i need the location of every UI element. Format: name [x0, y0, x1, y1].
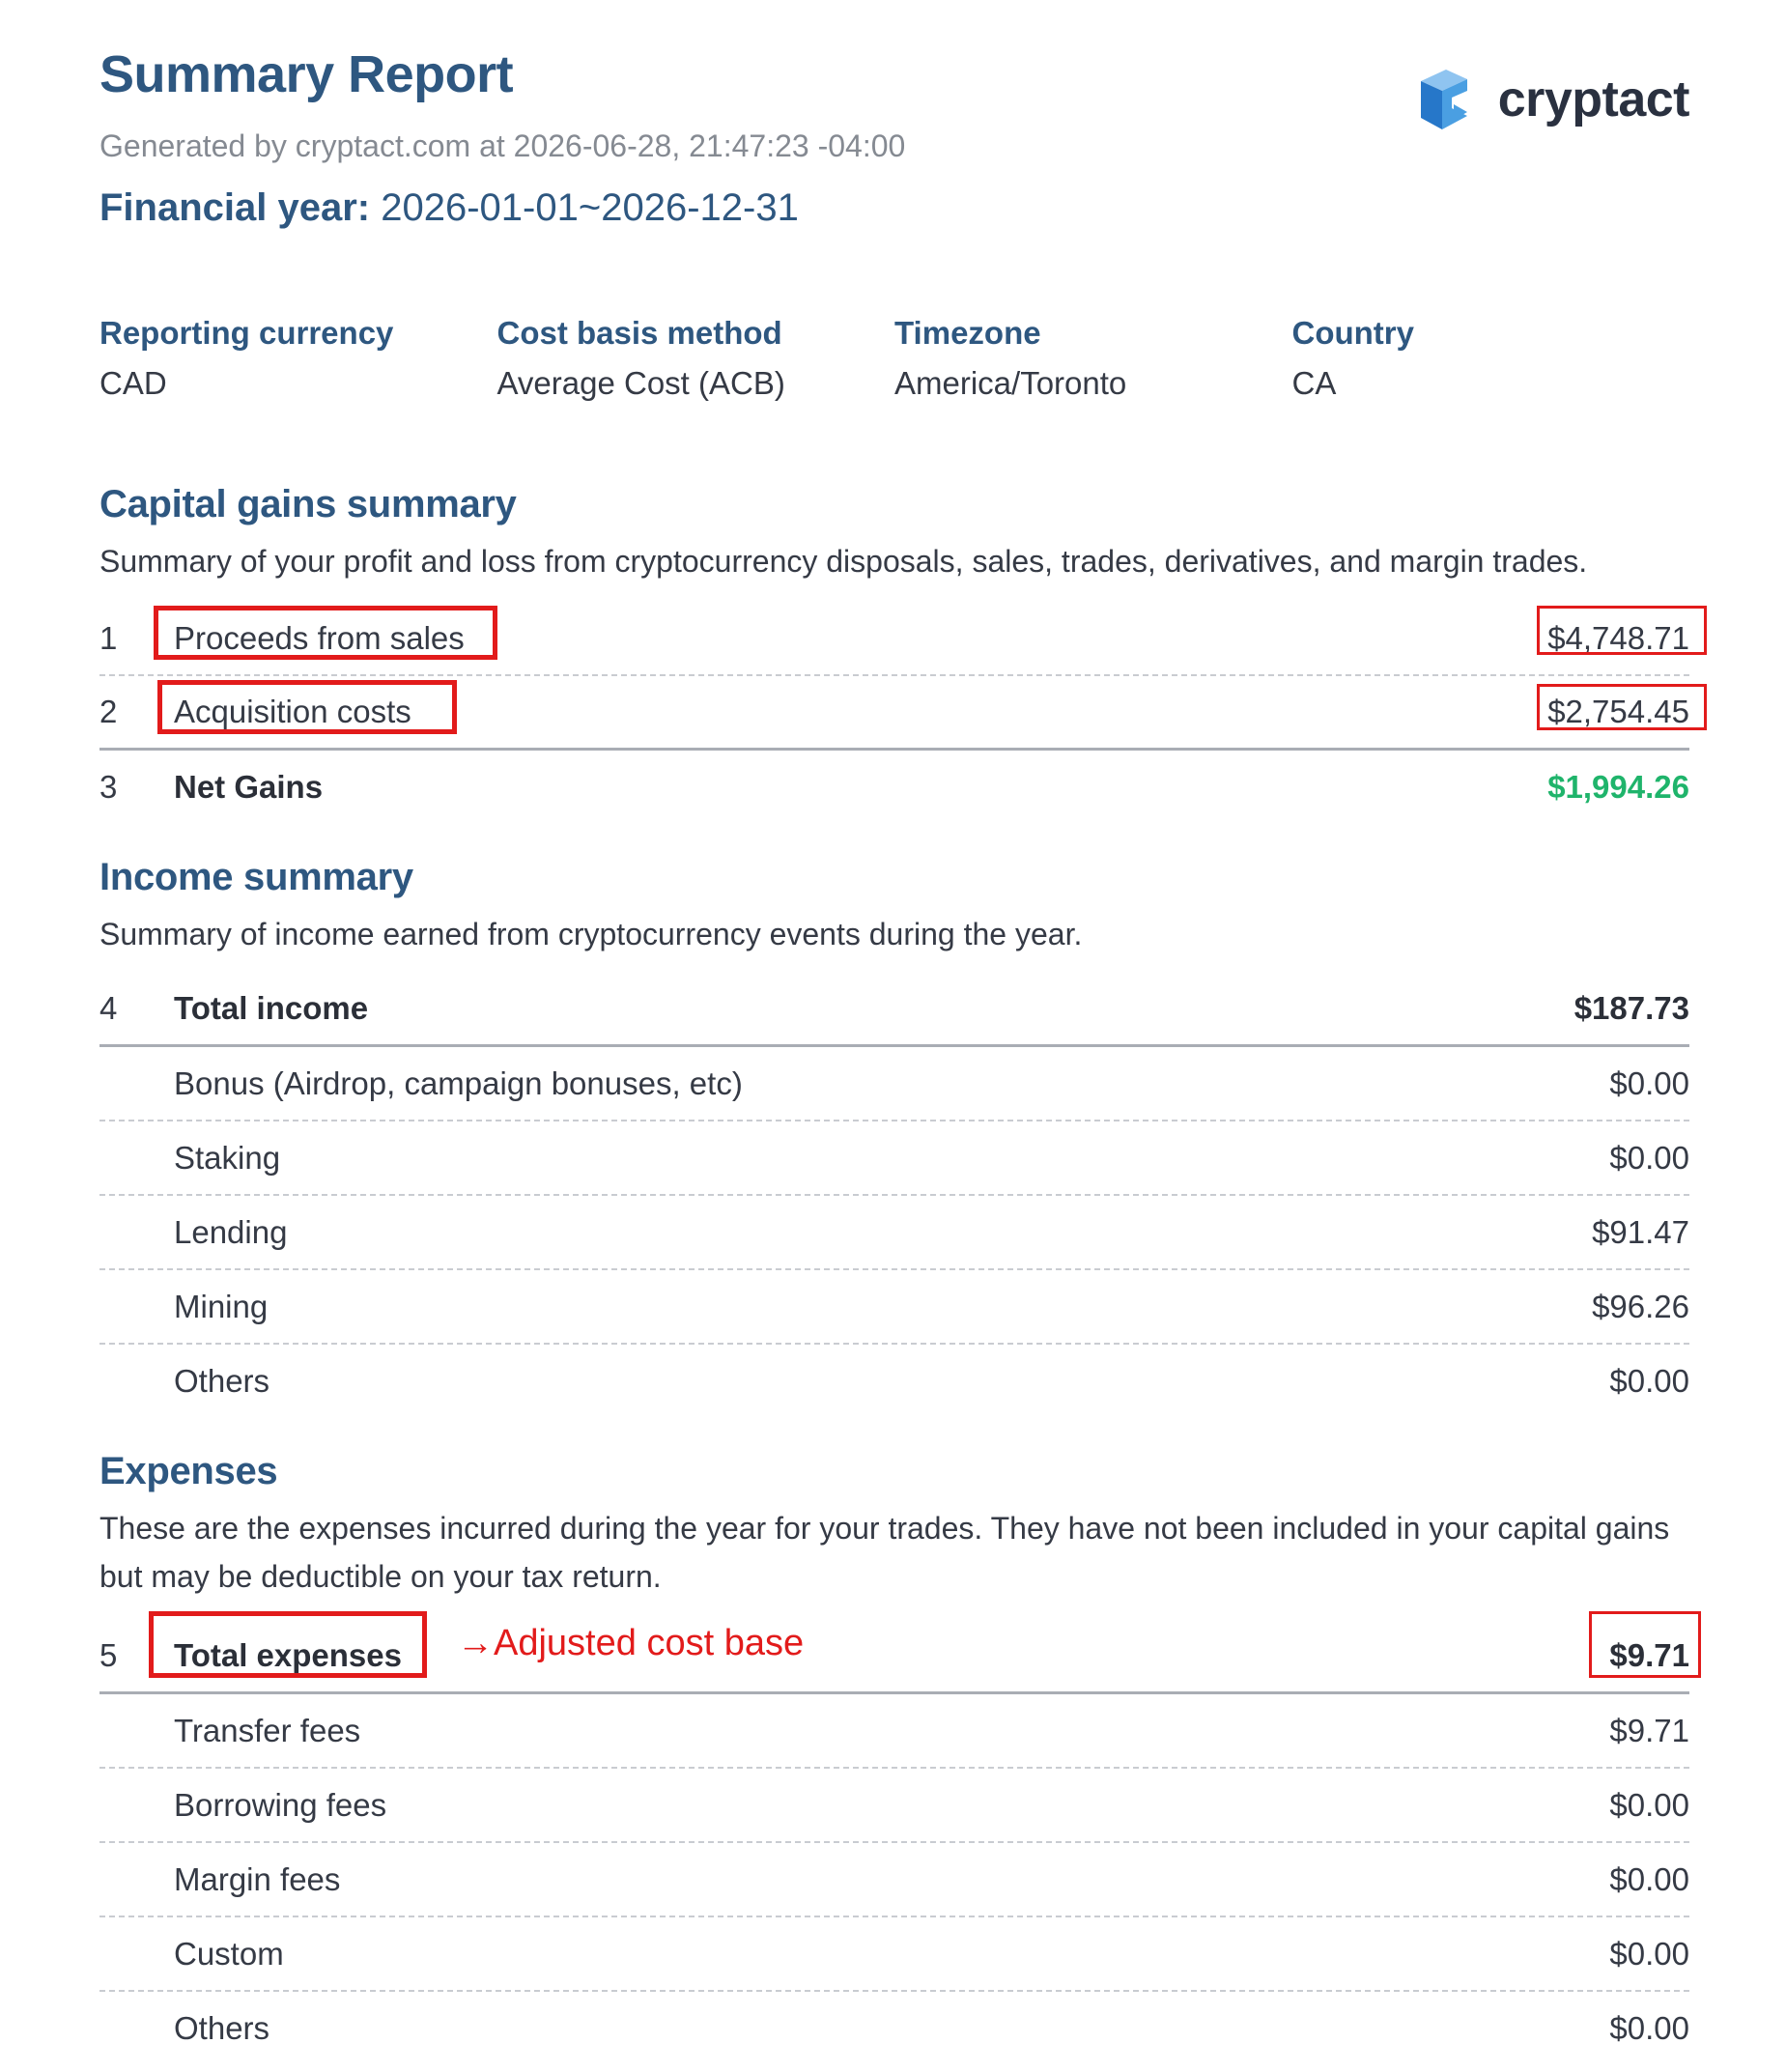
summary-report-page — [99, 0, 1689, 2072]
row-label: Proceeds from sales — [174, 620, 465, 656]
row-label: Borrowing fees — [174, 1787, 387, 1823]
income-item-row — [99, 1121, 1689, 1196]
capital-gains-description: Summary of your profit and loss from cryptocurrency disposals, sales, trades, derivatives, and margin trades. — [99, 544, 1588, 579]
row-number: 5 — [99, 1637, 118, 1673]
row-label: Mining — [174, 1289, 269, 1324]
capital-gains-heading: Capital gains summary — [99, 483, 517, 525]
page-title: Summary Report — [99, 45, 514, 103]
country — [1292, 315, 1690, 402]
meta-label: Timezone — [894, 315, 1041, 351]
highlight-acquisition-label — [157, 680, 457, 734]
row-amount: $0.00 — [1609, 1861, 1689, 1897]
row-amount: $0.00 — [1609, 1065, 1689, 1101]
net-gains-row — [99, 750, 1689, 823]
meta-value: CAD — [99, 365, 167, 401]
highlight-total-expenses-label — [149, 1611, 427, 1678]
row-number: 4 — [99, 990, 118, 1026]
row-label: Margin fees — [174, 1861, 341, 1897]
generated-timestamp: Generated by cryptact.com at 2026-06-28, 21:47:23 -04:00 — [99, 128, 906, 163]
expense-item-row — [99, 1991, 1689, 2064]
financial-year-label: Financial year: — [99, 186, 371, 229]
financial-year-value: 2026-01-01~2026-12-31 — [370, 186, 799, 229]
row-number: 3 — [99, 769, 118, 805]
highlight-proceeds-label — [154, 606, 497, 660]
income-item-row — [99, 1269, 1689, 1345]
cryptact-logo — [1417, 68, 1689, 131]
income-item-row — [99, 1046, 1689, 1121]
row-number: 2 — [99, 694, 118, 729]
meta-value: Average Cost (ACB) — [496, 365, 785, 401]
row-label: Others — [174, 2010, 270, 2046]
expense-item-row — [99, 1916, 1689, 1992]
income-heading: Income summary — [99, 856, 413, 898]
meta-value: CA — [1291, 365, 1337, 401]
income-item-row — [99, 1344, 1689, 1417]
row-label: Staking — [174, 1140, 281, 1176]
row-label: Lending — [174, 1214, 288, 1250]
row-label: Others — [174, 1363, 270, 1399]
income-item-row — [99, 1195, 1689, 1270]
expense-item-row — [99, 1842, 1689, 1917]
adjusted-cost-base-annotation: →Adjusted cost base — [457, 1623, 805, 1663]
row-label: Custom — [174, 1936, 284, 1972]
cryptact-cube-icon — [1417, 68, 1471, 131]
row-label: Bonus (Airdrop, campaign bonuses, etc) — [174, 1065, 743, 1101]
row-label: Net Gains — [174, 769, 324, 805]
row-label: Acquisition costs — [174, 694, 411, 729]
timezone — [894, 315, 1292, 402]
expense-item-row — [99, 1693, 1689, 1769]
income-description: Summary of income earned from cryptocurrency events during the year. — [99, 917, 1083, 951]
row-label: Total expenses — [174, 1637, 402, 1673]
row-amount: $0.00 — [1609, 1936, 1689, 1972]
row-label: Transfer fees — [174, 1713, 361, 1748]
row-amount: $0.00 — [1609, 2010, 1689, 2046]
meta-value: America/Toronto — [894, 365, 1127, 401]
meta-label: Cost basis method — [496, 315, 782, 351]
expenses-heading: Expenses — [99, 1450, 278, 1492]
net-gains-amount: $1,994.26 — [1547, 769, 1689, 805]
row-amount: $9.71 — [1609, 1637, 1689, 1673]
row-amount: $0.00 — [1609, 1140, 1689, 1176]
reporting-currency — [99, 315, 497, 402]
row-number: 1 — [99, 620, 118, 656]
meta-label: Reporting currency — [99, 315, 394, 351]
highlight-total-expenses-amount — [1589, 1611, 1701, 1678]
logo-wordmark: cryptact — [1497, 71, 1689, 128]
highlight-acquisition-amount — [1537, 684, 1707, 730]
row-amount: $9.71 — [1609, 1713, 1689, 1748]
highlight-proceeds-amount — [1537, 606, 1707, 655]
total-income-row — [99, 971, 1689, 1047]
expense-item-row — [99, 1768, 1689, 1843]
row-amount: $0.00 — [1609, 1363, 1689, 1399]
financial-year — [99, 186, 799, 230]
row-amount: $0.00 — [1609, 1787, 1689, 1823]
row-label: Total income — [174, 990, 369, 1026]
meta-label: Country — [1291, 315, 1414, 351]
row-amount: $96.26 — [1592, 1289, 1689, 1324]
expenses-description: These are the expenses incurred during the year for your trades. They have not been included in your capital gains but may be deductible on your tax return. — [99, 1511, 1670, 1594]
cost-basis-method — [497, 315, 895, 402]
report-settings — [99, 315, 1689, 402]
row-amount: $91.47 — [1592, 1214, 1689, 1250]
row-amount: $4,748.71 — [1547, 620, 1689, 656]
row-amount: $2,754.45 — [1547, 694, 1689, 729]
row-amount: $187.73 — [1573, 990, 1689, 1026]
